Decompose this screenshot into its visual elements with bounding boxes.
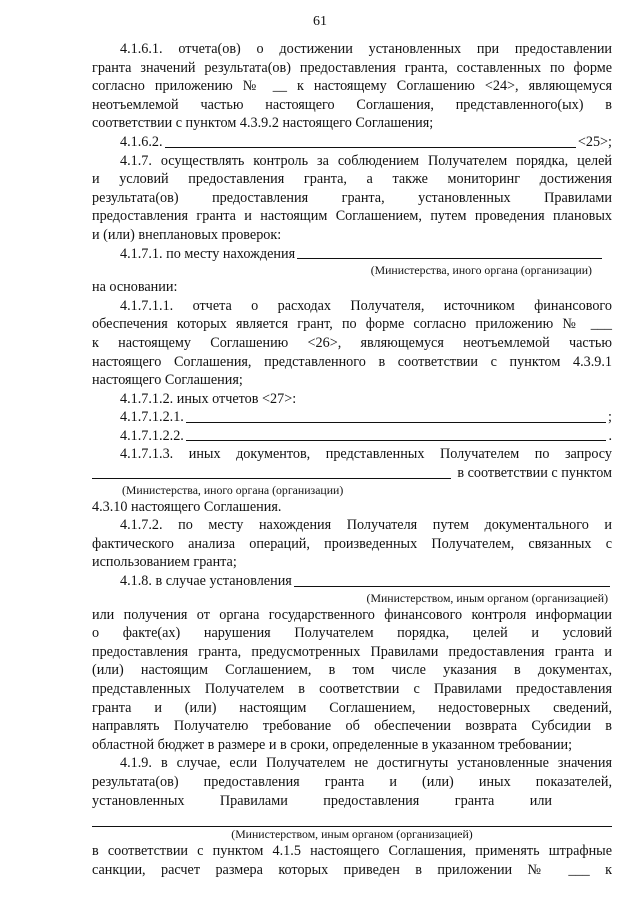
- text-line: о факте(ах) нарушения Получателем порядка, целей и условий: [92, 625, 612, 642]
- text-line: областной бюджет в размере и в сроки, определенные в указанном требовании;: [92, 736, 573, 753]
- text-line: обеспечения которых является грант, по форме согласно приложению № ___: [92, 316, 612, 333]
- blank-fill-line: [294, 585, 610, 587]
- text-line: настоящего Соглашения;: [92, 372, 243, 389]
- paragraph-4-1-7-1-2-1: [92, 408, 612, 427]
- blank-fill-line: [297, 257, 602, 259]
- text-line: гранта и (или) настоящим Соглашением, недостоверных сведений,: [92, 699, 612, 716]
- item-label: 4.1.7.1.2.2.: [120, 427, 184, 444]
- item-label: 4.1.7.1.2.1.: [120, 409, 184, 426]
- text-line: использованием гранта;: [92, 554, 237, 571]
- punctuation: ;: [608, 409, 612, 426]
- text-line: и условий предоставления гранта, а также мониторинг достижения: [92, 171, 612, 188]
- text-line: установленных Правилами предоставления гранта или: [92, 792, 552, 809]
- text-line: 4.1.7.1.3. иных документов, представленных Получателем по запросу: [120, 446, 612, 463]
- paragraph-4-1-7-1-3: [92, 445, 612, 516]
- blank-fill-line: [186, 439, 607, 441]
- text-line: направлять Получателю требование об обеспечении возврата Субсидии в: [92, 718, 612, 735]
- text-line: представленных Получателем в соответствии с Правилами предоставления: [92, 681, 612, 697]
- item-label: 4.1.6.2.: [120, 133, 163, 150]
- paragraph-4-1-9: [92, 754, 612, 842]
- item-label: 4.1.7.1. по месту нахождения: [120, 245, 296, 262]
- paragraph-4-1-6-2: [92, 133, 612, 152]
- paragraph-4-1-7: [92, 152, 612, 245]
- text-line: настоящего Соглашения, представленного в соответствии с пунктом 4.3.9.1: [92, 353, 612, 370]
- text-line: 4.1.7.2. по месту нахождения Получателя путем документального и: [120, 517, 612, 534]
- paragraph-4-1-8-body: [92, 606, 612, 755]
- text-line: 4.1.6.1. отчета(ов) о достижении установленных при предоставлении: [120, 41, 612, 57]
- text-line: на основании:: [92, 279, 178, 296]
- text-line: (или) настоящим Соглашением, в том числе указания в документах,: [92, 662, 612, 679]
- text-line: к настоящему Соглашению <26>, являющемуся неотъемлемой частью: [92, 334, 612, 351]
- text-line: результата(ов) предоставления гранта и (или) иных показателей,: [92, 773, 612, 790]
- spacer: [92, 810, 612, 824]
- field-caption: (Министерства, иного органа (организации): [122, 482, 344, 497]
- blank-fill-line: [92, 477, 451, 479]
- text-line: фактического анализа операций, произведенных Получателем, связанных с: [92, 535, 612, 552]
- field-caption: (Министерством, иным органом (организацией): [366, 590, 608, 605]
- paragraph-4-1-7-1-2-2: [92, 427, 612, 446]
- page-number: 61: [313, 14, 327, 29]
- paragraph-4-1-6-1: [92, 40, 612, 133]
- blank-line-row: [92, 464, 612, 483]
- document-body: [92, 40, 612, 879]
- paragraph-4-1-7-1-2: 4.1.7.1.2. иных отчетов <27>:: [120, 390, 297, 407]
- paragraph-4-1-7-2: [92, 516, 612, 572]
- blank-fill-line: [186, 421, 606, 423]
- item-label: 4.1.8. в случае установления: [120, 573, 292, 590]
- field-caption: (Министерством, иным органом (организацией): [231, 827, 473, 842]
- text-line: соответствии с пунктом 4.3.9.2 настоящего Соглашения;: [92, 115, 434, 132]
- text-line: согласно приложению № __ к настоящему Соглашению <24>, являющемуся: [92, 78, 612, 95]
- text-line: 4.1.9. в случае, если Получателем не достигнуты установленные значения: [120, 755, 612, 772]
- text-line: предоставления гранта, предусмотренных Правилами предоставления гранта и: [92, 643, 612, 660]
- paragraph-4-1-7-1-1: [92, 297, 612, 390]
- text-line-end: в соответствии с пунктом: [457, 465, 612, 482]
- punctuation: .: [608, 427, 612, 444]
- text-line: 4.1.7.1.1. отчета о расходах Получателя, источником финансового: [120, 297, 612, 314]
- text-line: результата(ов) предоставления гранта, установленных Правилами: [92, 189, 612, 206]
- text-line: санкции, расчет размера которых приведен в приложении № ___ к: [92, 861, 612, 878]
- blank-fill-line: [165, 146, 576, 148]
- paragraph-4-1-7-1: [92, 245, 612, 264]
- text-line: предоставления гранта и настоящим Соглашением, путем проведения плановых: [92, 208, 612, 225]
- field-caption: (Министерства, иного органа (организации): [370, 263, 592, 278]
- text-line: и (или) внеплановых проверок:: [92, 226, 282, 243]
- footnote-ref: <25>;: [577, 133, 612, 150]
- text-line: 4.1.7. осуществлять контроль за соблюдением Получателем порядка, целей: [120, 152, 612, 169]
- text-line: гранта значений результата(ов) предоставления гранта, составленных по форме: [92, 59, 612, 76]
- text-line: в соответствии с пунктом 4.1.5 настоящего Соглашения, применять штрафные: [92, 843, 612, 860]
- paragraph-4-1-8: [92, 572, 612, 591]
- text-line: неотъемлемой частью настоящего Соглашения, представленного(ых) в: [92, 96, 612, 113]
- paragraph-4-1-9-continued: [92, 842, 612, 879]
- text-line: 4.3.10 настоящего Соглашения.: [92, 498, 282, 515]
- text-line: или получения от органа государственного финансового контроля информации: [92, 606, 612, 623]
